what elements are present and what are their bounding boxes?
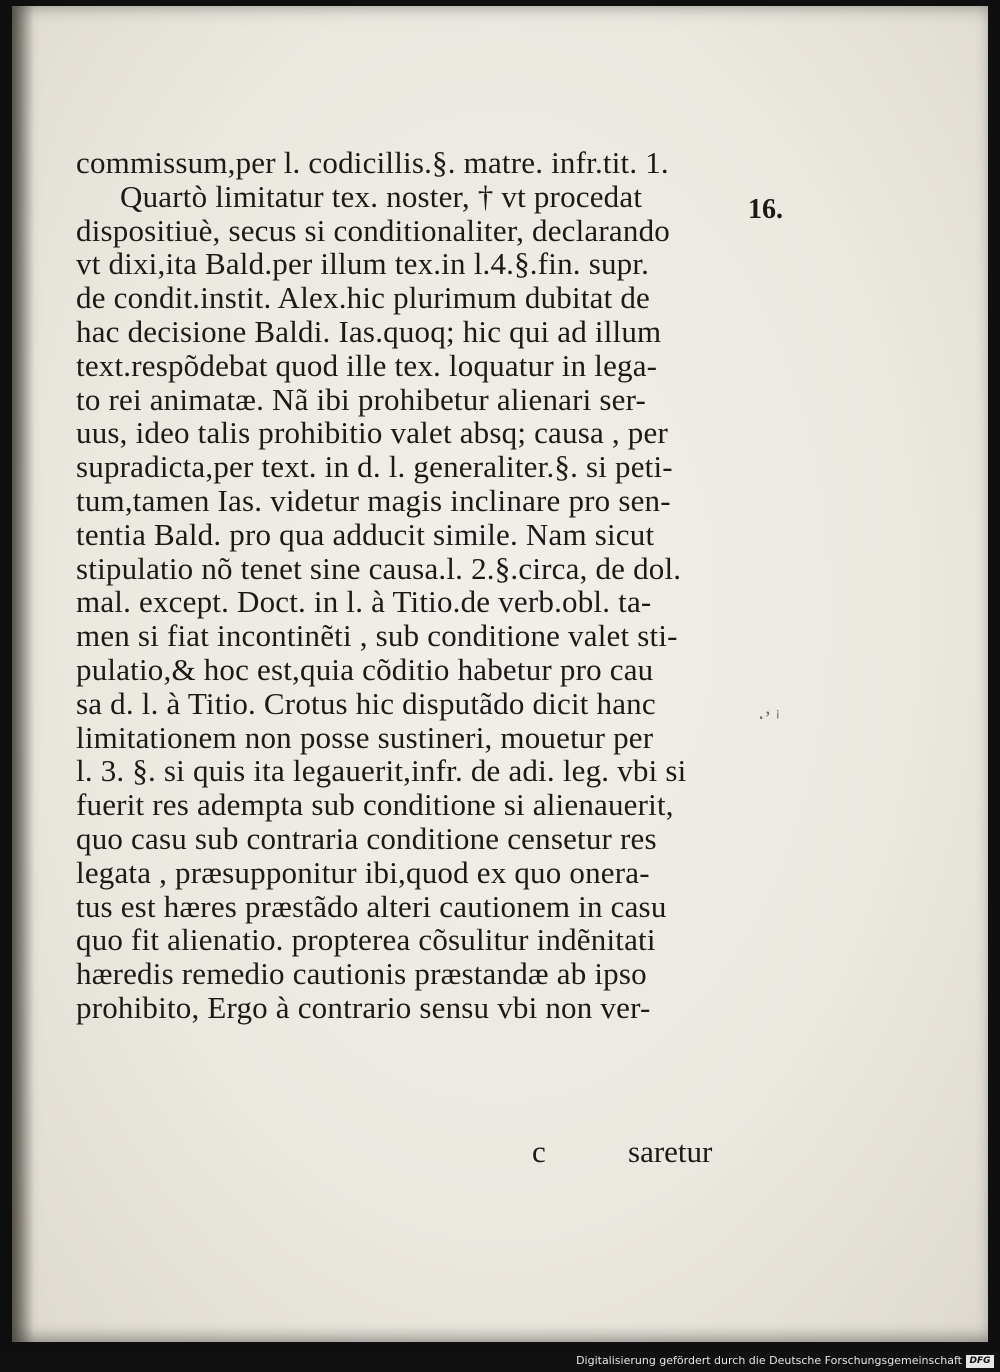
margin-mark: ‧ʼ ⁱ (758, 708, 780, 730)
text-line: l. 3. §. si quis ita legauerit,infr. de adi. leg. vbi si (76, 753, 687, 789)
footer-bar (0, 1352, 1000, 1372)
text-line: stipulatio nõ tenet sine causa.l. 2.§.circa, de dol. (76, 550, 682, 586)
signature-mark: c (532, 1134, 546, 1169)
text-line: hæredis remedio cautionis præstandæ ab ipso (76, 956, 647, 992)
margin-folio-number: 16. (748, 194, 783, 225)
text-line: tentia Bald. pro qua adducit simile. Nam sicut (76, 516, 655, 552)
text-line: commissum,per l. codicillis.§. matre. infr.tit. 1. (76, 145, 669, 180)
page-gutter-shadow (12, 6, 34, 1342)
text-line: prohibito, Ergo à contrario sensu vbi non ver- (76, 989, 651, 1025)
text-line: quo casu sub contraria conditione censetur res (76, 820, 657, 856)
text-line: fuerit res adempta sub conditione si alienauerit, (76, 787, 674, 823)
text-line: text.respõdebat quod ille tex. loquatur in lega- (76, 347, 658, 383)
text-line: supradicta,per text. in d. l. generaliter.§. si peti- (76, 449, 673, 485)
text-line: quo fit alienatio. propterea cõsulitur indẽnitati (76, 922, 656, 958)
text-line: vt dixi,ita Bald.per illum tex.in l.4.§.fin. supr. (76, 246, 650, 282)
text-line: dispositiuè, secus si conditionaliter, declarando (76, 212, 670, 248)
text-line: hac decisione Baldi. Ias.quoq; hic qui ad illum (76, 313, 662, 349)
text-line: mal. except. Doct. in l. à Titio.de verb.obl. ta- (76, 584, 652, 620)
text-line: uus, ideo talis prohibitio valet absq; causa , per (76, 415, 668, 451)
body-text (76, 146, 736, 1025)
text-line: Quartò limitatur tex. noster, † vt procedat (120, 178, 643, 214)
text-line: tus est hæres præstãdo alteri cautionem in casu (76, 888, 667, 924)
text-line: de condit.instit. Alex.hic plurimum dubitat de (76, 280, 651, 316)
text-line: men si fiat incontinẽti , sub conditione valet sti- (76, 618, 678, 654)
text-line: tum,tamen Ias. videtur magis inclinare pro sen- (76, 482, 671, 518)
funding-credit: Digitalisierung gefördert durch die Deutsche Forschungsgemeinschaft (576, 1354, 962, 1367)
text-line: legata , præsupponitur ibi,quod ex quo onera- (76, 854, 650, 890)
text-line: pulatio,& hoc est,quia cõditio habetur pro cau (76, 651, 654, 687)
dfg-logo: DFG (966, 1355, 994, 1368)
text-line: sa d. l. à Titio. Crotus hic disputãdo dicit hanc (76, 685, 656, 721)
text-line: limitationem non posse sustineri, mouetur per (76, 719, 654, 755)
catchword: saretur (628, 1134, 713, 1169)
text-line: to rei animatæ. Nã ibi prohibetur alienari ser- (76, 381, 647, 417)
